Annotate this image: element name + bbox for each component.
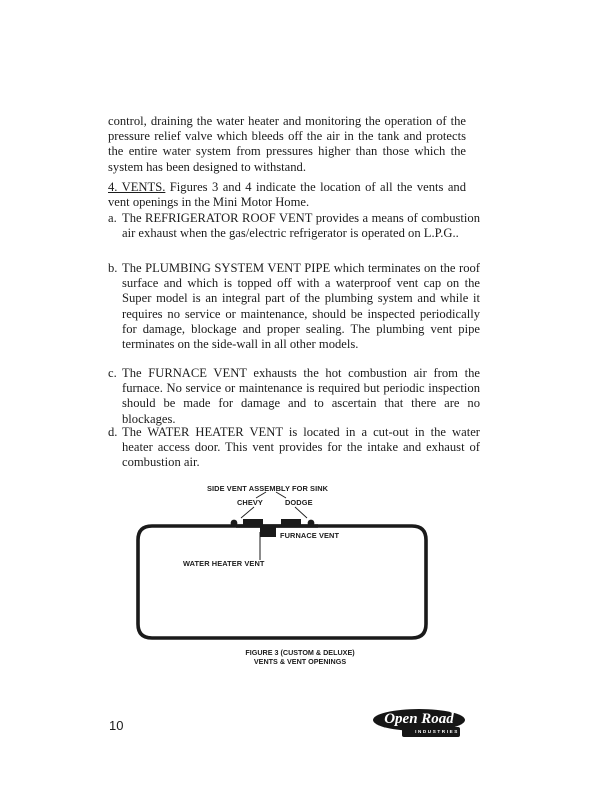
list-item-text: The WATER HEATER VENT is located in a cut-out in the water heater access door. This vent provides for the intake and exhaust of combustion air. <box>122 425 480 470</box>
chevy-vent-block <box>243 519 263 526</box>
list-item-marker: b. <box>108 261 118 275</box>
logo-name: Open Road <box>384 711 454 727</box>
list-item-marker: c. <box>108 366 117 380</box>
figure-caption <box>200 648 400 666</box>
vehicle-outline <box>138 526 426 638</box>
dodge-vent-block <box>281 519 301 526</box>
right-vent-cap <box>308 520 315 527</box>
furnace-vent-label: FURNACE VENT <box>280 531 340 540</box>
intro-paragraph: control, draining the water heater and monitoring the operation of the pressure relief valve which bleeds off the air in the tank and protects the entire water system from pressures higher than those which the system has been designed to withstand. <box>108 114 466 174</box>
figure-caption-line1: FIGURE 3 (CUSTOM & DELUXE) <box>245 648 355 657</box>
figure-caption-line2: VENTS & VENT OPENINGS <box>253 657 347 666</box>
chevy-leader <box>241 507 254 518</box>
dodge-label: DODGE <box>285 498 313 507</box>
left-vent-cap <box>231 520 238 527</box>
open-road-logo <box>372 708 466 740</box>
list-item-marker: a. <box>108 211 117 225</box>
side-vent-label: SIDE VENT ASSEMBLY FOR SINK <box>207 484 329 493</box>
furnace-vent-block <box>260 526 276 537</box>
dodge-leader <box>295 507 307 518</box>
water-heater-vent-label: WATER HEATER VENT <box>183 559 265 568</box>
vents-section-heading: 4. VENTS. <box>108 180 166 194</box>
list-item-text: The REFRIGERATOR ROOF VENT provides a means of combustion air exhaust when the gas/electric refrigerator is operated on L.P.G.. <box>122 211 480 241</box>
list-item-text: The PLUMBING SYSTEM VENT PIPE which terminates on the roof surface and which is topped off with a waterproof vent cap on the Super model is an integral part of the plumbing system and while it requires no service or maintenance, should be inspected periodically for damage, blockage and proper sealing. The plumbing vent pipe terminates on the side-wall in all other models. <box>122 261 480 352</box>
list-item-text: The FURNACE VENT exhausts the hot combustion air from the furnace. No service or maintenance is required but periodic inspection should be made for damage and to ascertain that there are no blockages. <box>122 366 480 426</box>
vents-section-text: Figures 3 and 4 indicate the location of all the vents and vent openings in the Mini Motor Home. <box>108 180 467 210</box>
page-number: 10 <box>109 718 124 733</box>
chevy-label: CHEVY <box>237 498 263 507</box>
list-item-marker: d. <box>108 425 118 439</box>
logo-subtitle: INDUSTRIES <box>415 729 459 734</box>
